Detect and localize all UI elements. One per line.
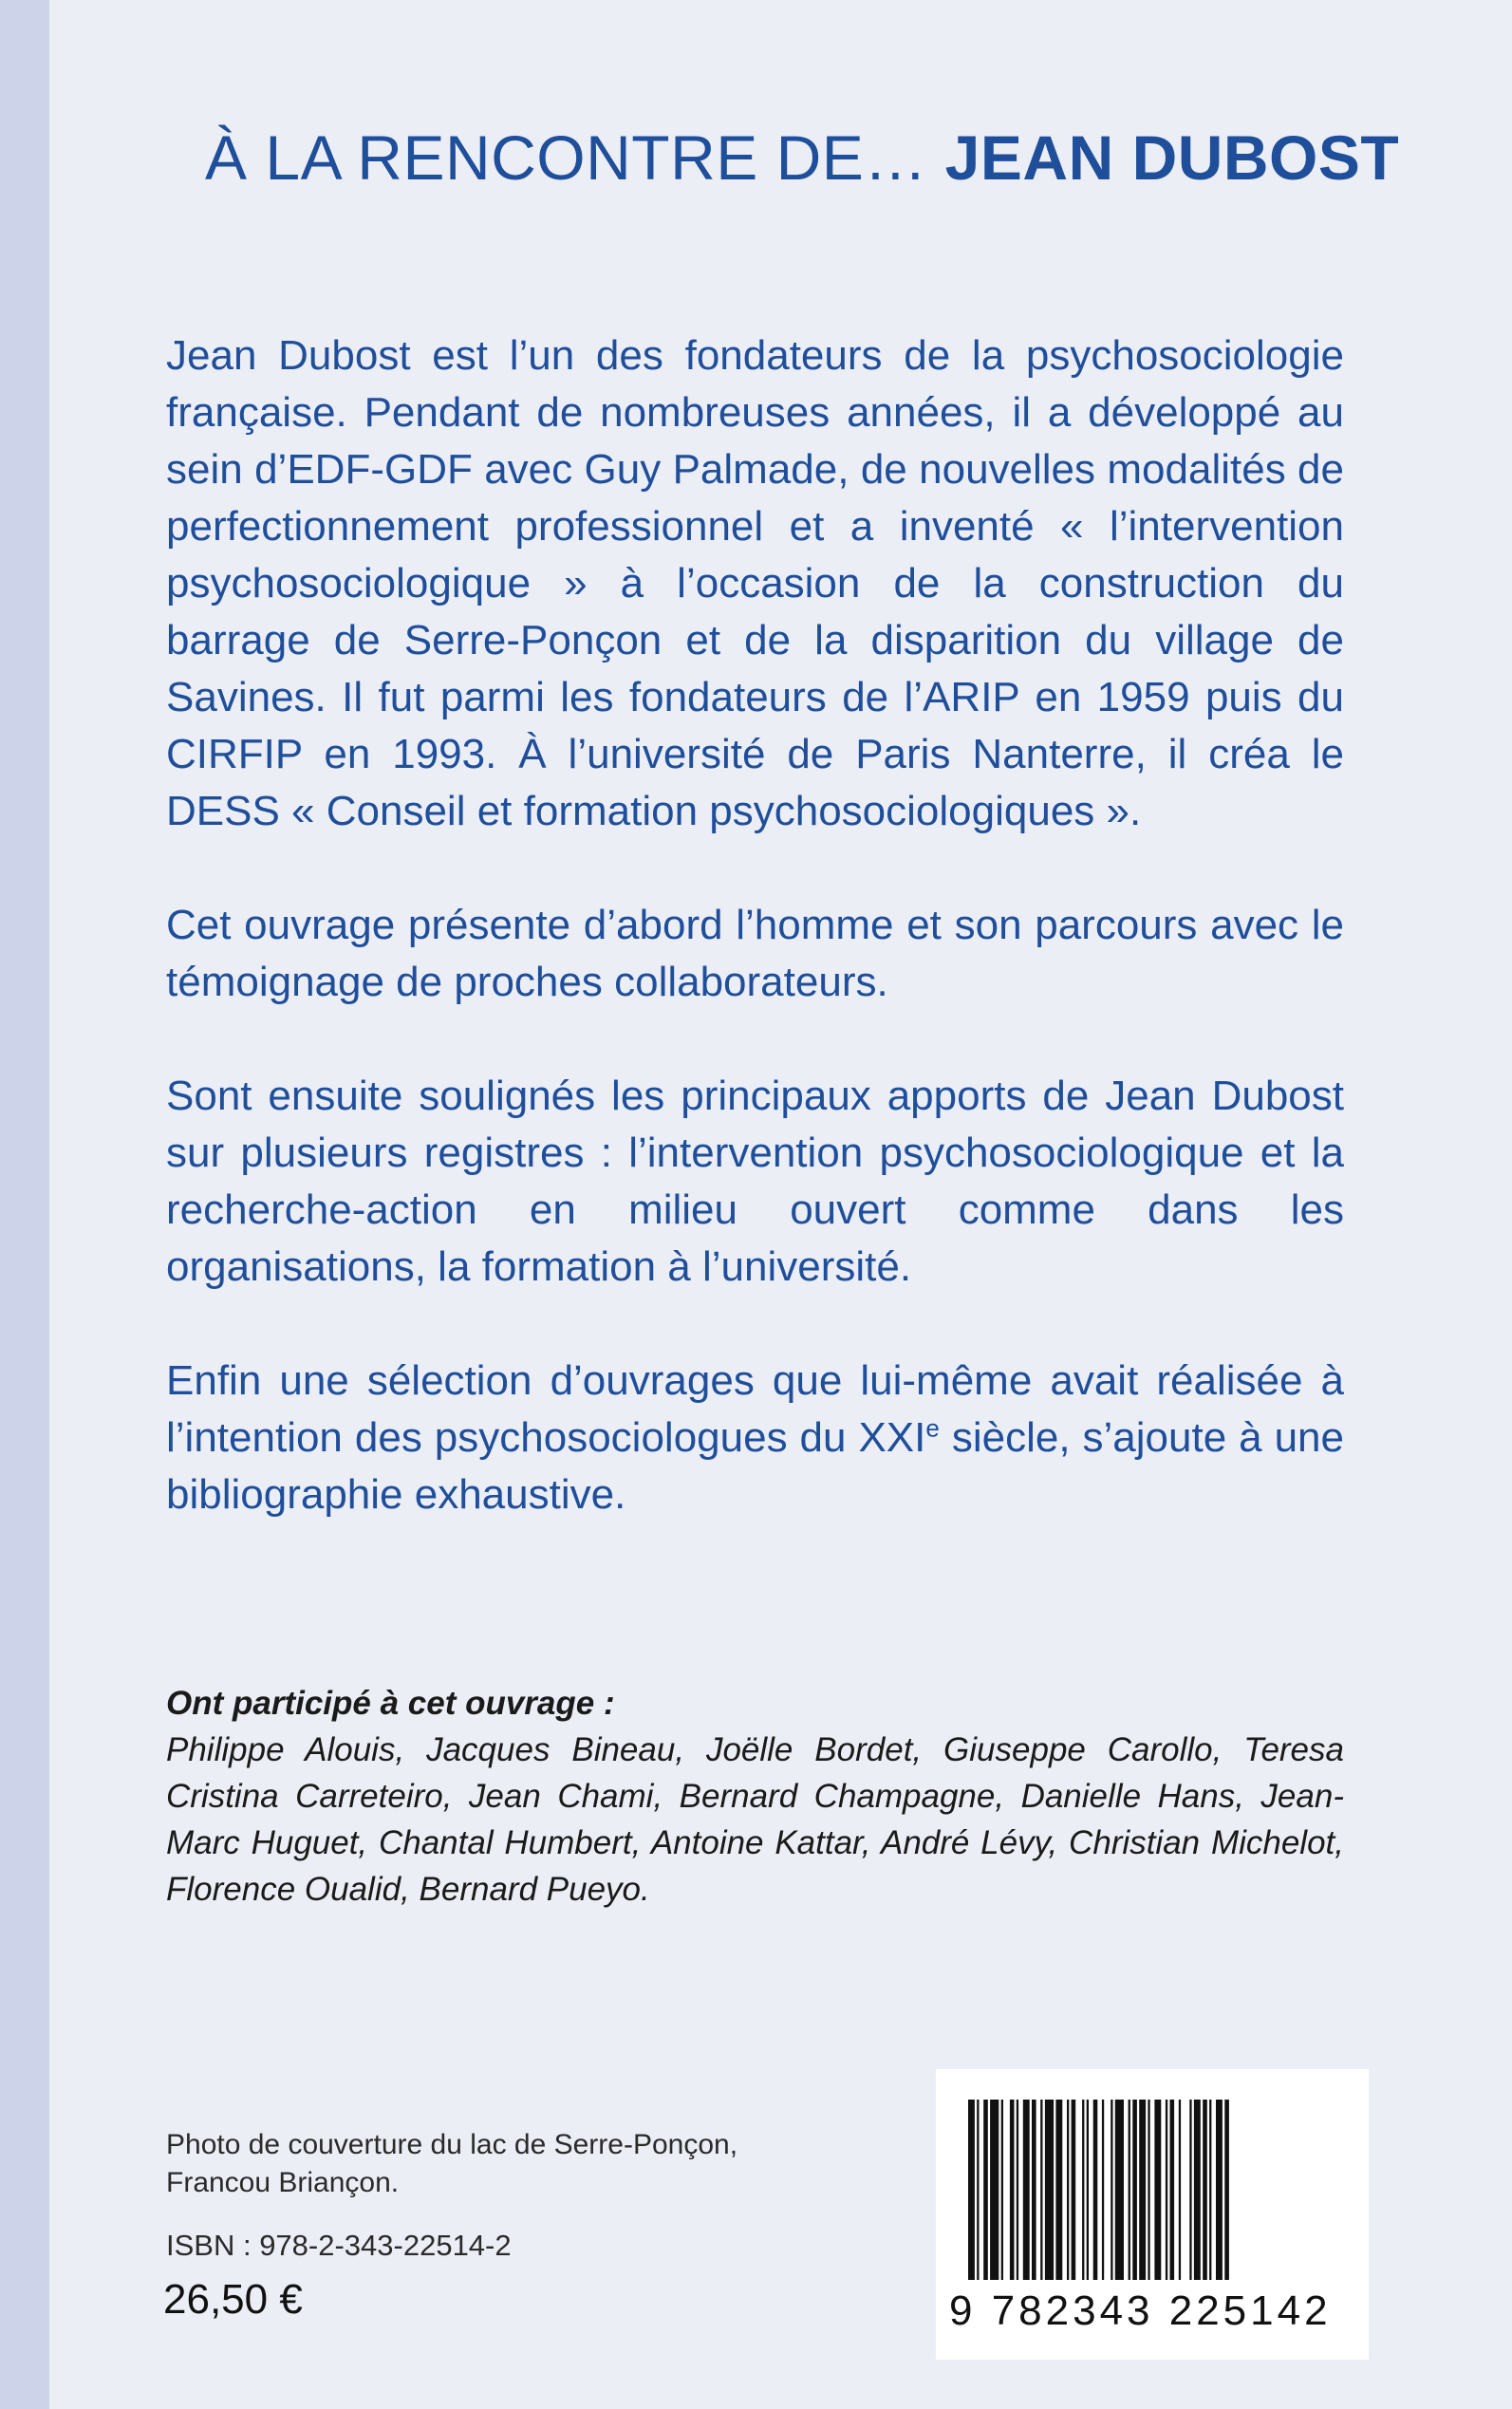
blurb-paragraph-3: Sont ensuite soulignés les principaux apports de Jean Dubost sur plusieurs registres : l’intervention psychosociologique et la recherche-action en milieu ouvert comme dans les organisations, la formation à l’université. [166, 1073, 1344, 1290]
blurb-paragraph-4 [166, 1353, 1344, 1523]
title-prefix: À LA RENCONTRE DE… [205, 122, 927, 193]
isbn-text: ISBN : 978-2-343-22514-2 [166, 2229, 512, 2262]
blurb-paragraph-4-part-b: siècle, s’ajoute à une bibliographie exhaustive. [166, 1414, 1344, 1518]
contributors-list: Philippe Alouis, Jacques Bineau, Joëlle Bordet, Giuseppe Carollo, Teresa Cristina Carreteiro, Jean Chami, Bernard Champagne, Danielle Hans, Jean-Marc Huguet, Chantal Humbert, Antoine Kattar, André Lévy, Christian Michelot, Florence Oualid, Bernard Pueyo. [166, 1731, 1344, 1908]
barcode-box [936, 2069, 1369, 2360]
contributors-heading: Ont participé à cet ouvrage : [166, 1685, 615, 1722]
title-author-name: JEAN DUBOST [944, 122, 1400, 193]
photo-credit-line-2: Francou Briançon. [166, 2167, 400, 2198]
price-text: 26,50 € [163, 2276, 303, 2323]
contributors-section [166, 1680, 1344, 1913]
blurb-paragraph-1: Jean Dubost est l’un des fondateurs de la psychosociologie française. Pendant de nombreuses années, il a développé au sein d’EDF-GDF avec Guy Palmade, de nouvelles modalités de perfectionnement professionnel et a inventé « l’intervention psychosociologique » à l’occasion de la construction du barrage de Serre-Ponçon et de la disparition du village de Savines. Il fut parmi les fondateurs de l’ARIP en 1959 puis du CIRFIP en 1993. À l’université de Paris Nanterre, il créa le DESS « Conseil et formation psychosociologiques ». [166, 332, 1344, 834]
barcode-digits: 9 782343 225142 [949, 2288, 1332, 2334]
century-superscript: e [925, 1413, 940, 1443]
blurb-paragraph-2: Cet ouvrage présente d’abord l’homme et son parcours avec le témoignage de proches collaborateurs. [166, 902, 1344, 1005]
blurb [166, 327, 1344, 1523]
photo-credit [166, 2126, 831, 2202]
photo-credit-line-1: Photo de couverture du lac de Serre-Ponçon, [166, 2129, 738, 2160]
blurb-paragraph-4-part-a: Enfin une sélection d’ouvrages que lui-même avait réalisée à l’intention des psychosociologues du XXI [166, 1357, 1344, 1461]
barcode-icon [968, 2100, 1338, 2289]
spine-strip [0, 0, 49, 2409]
book-title [205, 121, 1400, 194]
